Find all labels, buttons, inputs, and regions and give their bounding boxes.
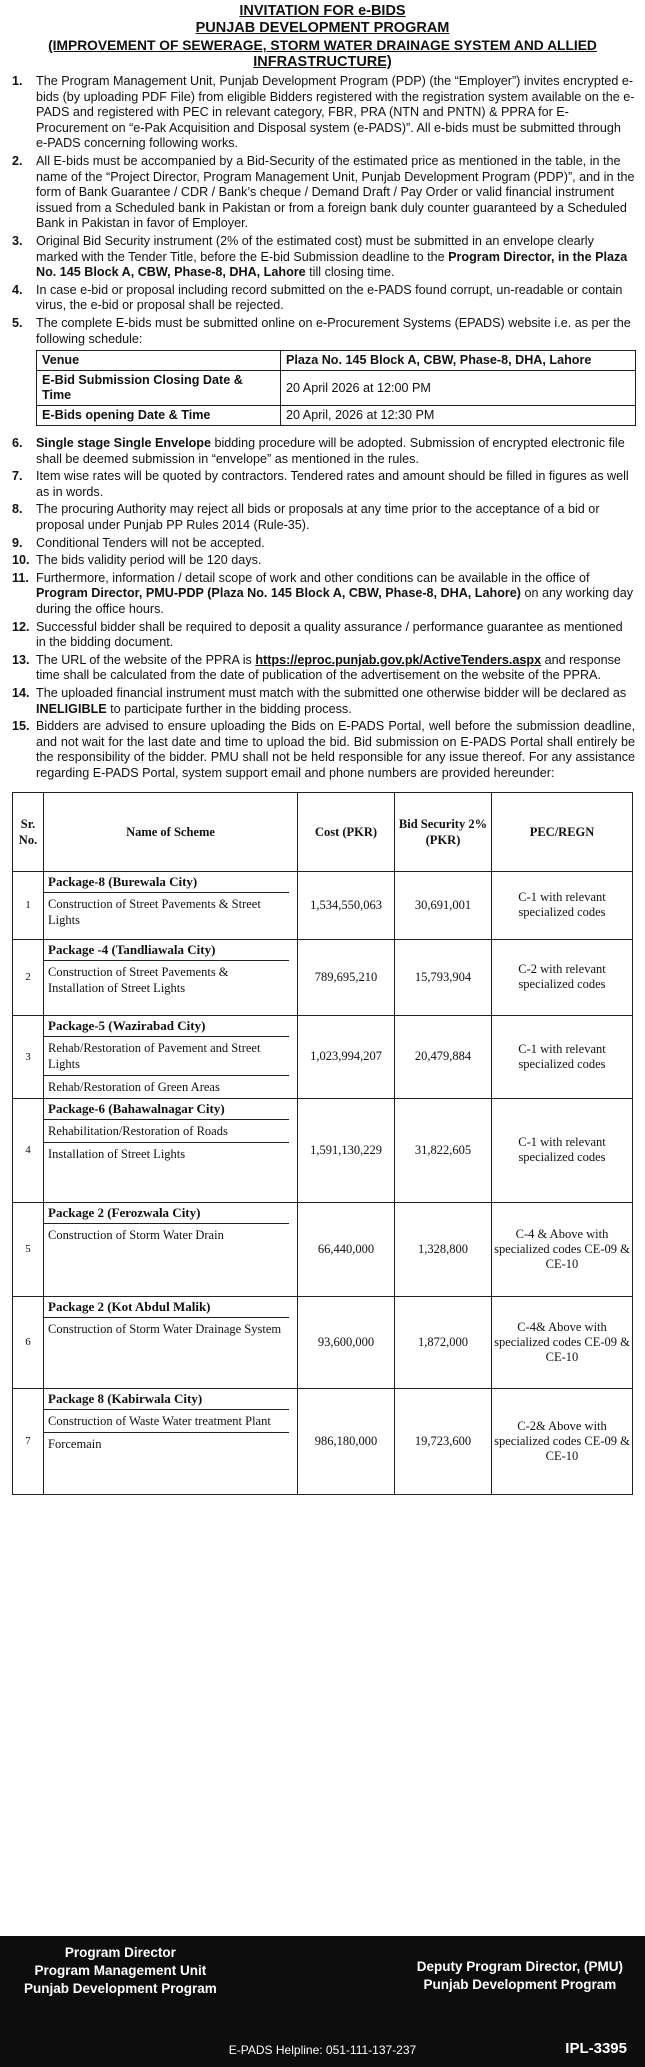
schedule-table	[36, 350, 636, 426]
ipl-code: IPL-3395	[565, 2040, 627, 2057]
footer-right-signatory: Deputy Program Director, (PMU) Punjab Development Program	[416, 1959, 623, 1992]
package-work-item: Rehab/Restoration of Pavement and Street Lights	[44, 1037, 289, 1076]
clause-12: 12. Successful bidder shall be required to deposit a quality assurance / performance guarantee as mentioned in the bidding document.	[12, 619, 623, 650]
clause-15: 15. Bidders are advised to ensure uploading the Bids on E-PADS Portal, well before the submission deadline, and not wait for the last date and time to upload the bid. Bid submission on E-PADS Portal shall entirely be the responsibility of the bidder. PMU shall not be held responsible for any issue thereof. For any assistance regarding E-PADS Portal, system support email and phone numbers are provided hereunder:	[12, 719, 635, 780]
signature-footer	[0, 1936, 645, 2067]
package-bid-security: 19,723,600	[395, 1388, 492, 1494]
clause-4: 4. In case e-bid or proposal including record submitted on the e-PADS found corrupt, un-readable or contain virus, the e-bid or proposal shall be rejected.	[12, 282, 623, 313]
schedule-row-opening: E-Bids opening Date & Time 20 April, 2026 at 12:30 PM	[37, 406, 636, 426]
clause-14: 14. The uploaded financial instrument must match with the submitted one otherwise bidder will be declared as INELIGIBLE to participate further in the bidding process.	[12, 686, 627, 716]
packages-table-body	[13, 871, 633, 1494]
ppra-url-link[interactable]: https://eproc.punjab.gov.pk/ActiveTenders.aspx	[255, 652, 542, 667]
clause-6: 6. Single stage Single Envelope bidding procedure will be adopted. Submission of encrypted electronic file shall be deemed submission in “envelope” as mentioned in the rules.	[12, 436, 625, 466]
package-scheme	[44, 939, 298, 1015]
clause-3: 3. Original Bid Security instrument (2% of the estimated cost) must be submitted in an envelope clearly marked with the Tender Title, before the E-bid Submission deadline to the Program Director, in the Plaza No. 145 Block A, CBW, Phase-8, DHA, Lahore till closing time.	[12, 233, 628, 280]
package-row	[13, 1388, 633, 1494]
packages-table-header: Sr. No. Name of Scheme Cost (PKR) Bid Security 2% (PKR) PEC/REGN	[13, 792, 633, 871]
epads-helpline: E-PADS Helpline: 051-111-137-237	[228, 2043, 417, 2057]
package-row	[13, 1015, 633, 1098]
project-title: (IMPROVEMENT OF SEWERAGE, STORM WATER DRAINAGE SYSTEM AND ALLIED	[48, 38, 597, 53]
package-cost: 986,180,000	[298, 1388, 395, 1494]
program-name: PUNJAB DEVELOPMENT PROGRAM	[195, 20, 450, 36]
package-work-item: Rehabilitation/Restoration of Roads	[44, 1120, 289, 1143]
package-work-item: Construction of Storm Water Drainage System	[48, 1321, 282, 1336]
schedule-row-venue: Venue Plaza No. 145 Block A, CBW, Phase-8, DHA, Lahore	[37, 351, 636, 371]
package-row	[13, 939, 633, 1015]
package-bid-security: 15,793,904	[395, 939, 492, 1015]
clause-10: 10. The bids validity period will be 120 days.	[12, 553, 262, 568]
clause-7: 7. Item wise rates will be quoted by contractors. Tendered rates and amount should be filled in figures as well as in words.	[12, 469, 629, 499]
package-bid-security: 30,691,001	[395, 871, 492, 939]
clause-8: 8. The procuring Authority may reject all bids or proposals at any time prior to the acceptance of a bid or proposal under Punjab PP Rules 2014 (Rule-35).	[12, 502, 600, 533]
package-cost: 1,023,994,207	[298, 1015, 395, 1098]
package-pec-regn: C-1 with relevant specialized codes	[492, 1015, 633, 1098]
package-row	[13, 871, 633, 939]
package-row	[13, 1296, 633, 1388]
package-name: Package-5 (Wazirabad City)	[44, 1016, 289, 1037]
package-work-item: Construction of Storm Water Drain	[48, 1227, 224, 1242]
package-bid-security: 1,872,000	[395, 1296, 492, 1388]
package-name: Package-8 (Burewala City)	[44, 872, 289, 893]
package-sr-no: 5	[13, 1202, 44, 1296]
notice-body	[0, 71, 645, 782]
package-scheme	[44, 1202, 298, 1296]
package-scheme	[44, 1015, 298, 1098]
package-work-item: Rehab/Restoration of Green Areas	[48, 1079, 220, 1094]
package-sr-no: 7	[13, 1388, 44, 1494]
package-scheme	[44, 1388, 298, 1494]
clause-13: 13. The URL of the website of the PPRA is https://eproc.punjab.gov.pk/ActiveTenders.aspx and response time shall be calculated from the date of publication of the advertisement on the website of the PPRA.	[12, 652, 621, 683]
package-scheme	[44, 1296, 298, 1388]
notice-title: INVITATION FOR e-BIDS	[239, 3, 406, 19]
clause-9: 9. Conditional Tenders will not be accepted.	[12, 535, 265, 550]
package-cost: 93,600,000	[298, 1296, 395, 1388]
footer-left-signatory: Program Director Program Management Unit Punjab Development Program	[24, 1945, 217, 1996]
package-sr-no: 6	[13, 1296, 44, 1388]
package-name: Package -4 (Tandliawala City)	[44, 940, 289, 961]
package-work-item: Construction of Waste Water treatment Plant	[44, 1410, 289, 1433]
package-sr-no: 1	[13, 871, 44, 939]
package-work-item: Installation of Street Lights	[48, 1146, 186, 1161]
package-cost: 789,695,210	[298, 939, 395, 1015]
package-cost: 1,591,130,229	[298, 1098, 395, 1202]
package-row	[13, 1098, 633, 1202]
package-sr-no: 4	[13, 1098, 44, 1202]
package-cost: 1,534,550,063	[298, 871, 395, 939]
package-bid-security: 31,822,605	[395, 1098, 492, 1202]
clause-2: 2. All E-bids must be accompanied by a Bid-Security of the estimated price as mentioned in the table, in the name of the “Project Director, Program Management Unit, Punjab Development Program (PDP)”, and in the form of Bank Guarantee / CDR / Bank’s cheque / Demand Draft / Pay Order or valid financial instrument issued from a Scheduled bank in Pakistan or from a foreign bank duly counter guaranteed by a Scheduled Bank in Pakistan in favor of Employer.	[12, 153, 635, 231]
package-scheme	[44, 1098, 298, 1202]
package-pec-regn: C-1 with relevant specialized codes	[492, 1098, 633, 1202]
package-pec-regn: C-2 with relevant specialized codes	[492, 939, 633, 1015]
clause-11: 11. Furthermore, information / detail scope of work and other conditions can be available in the office of Program Director, PMU-PDP (Plaza No. 145 Block A, CBW, Phase-8, DHA, Lahore) on any working day during the office hours.	[12, 570, 633, 617]
package-pec-regn: C-4 & Above with specialized codes CE-09 & CE-10	[492, 1202, 633, 1296]
package-pec-regn: C-1 with relevant specialized codes	[492, 871, 633, 939]
clause-5: 5. The complete E-bids must be submitted online on e-Procurement Systems (EPADS) website i.e. as per the following schedule:	[12, 315, 631, 346]
package-pec-regn: C-4& Above with specialized codes CE-09 & CE-10	[492, 1296, 633, 1388]
package-name: Package-6 (Bahawalnagar City)	[44, 1099, 289, 1120]
package-name: Package 8 (Kabirwala City)	[44, 1389, 289, 1410]
package-work-item: Forcemain	[48, 1436, 102, 1451]
package-row	[13, 1202, 633, 1296]
package-cost: 66,440,000	[298, 1202, 395, 1296]
package-pec-regn: C-2& Above with specialized codes CE-09 & CE-10	[492, 1388, 633, 1494]
package-scheme	[44, 871, 298, 939]
packages-table	[12, 792, 633, 1495]
package-sr-no: 2	[13, 939, 44, 1015]
schedule-row-closing: E-Bid Submission Closing Date & Time 20 April 2026 at 12:00 PM	[37, 371, 636, 406]
package-bid-security: 20,479,884	[395, 1015, 492, 1098]
clause-1: 1. The Program Management Unit, Punjab Development Program (PDP) (the “Employer”) invites encrypted e-bids (by uploading PDF File) from eligible Bidders registered with the registration system available on the e-PADS and registered with PEC in relevant category, FBR, PRA (NTN and PNTN) & PPRA for E-Procurement on “e-Pak Acquisition and Disposal system (e-PADS)”. All e-bids must be submitted through e-PADS concerning following works.	[12, 74, 635, 151]
package-sr-no: 3	[13, 1015, 44, 1098]
project-title-cont: INFRASTRUCTURE)	[253, 54, 392, 70]
package-work-item: Construction of Street Pavements & Installation of Street Lights	[48, 964, 229, 995]
notice-header	[0, 0, 645, 71]
package-name: Package 2 (Ferozwala City)	[44, 1203, 289, 1224]
package-bid-security: 1,328,800	[395, 1202, 492, 1296]
package-name: Package 2 (Kot Abdul Malik)	[44, 1297, 289, 1318]
package-work-item: Construction of Street Pavements & Street Lights	[48, 896, 261, 927]
